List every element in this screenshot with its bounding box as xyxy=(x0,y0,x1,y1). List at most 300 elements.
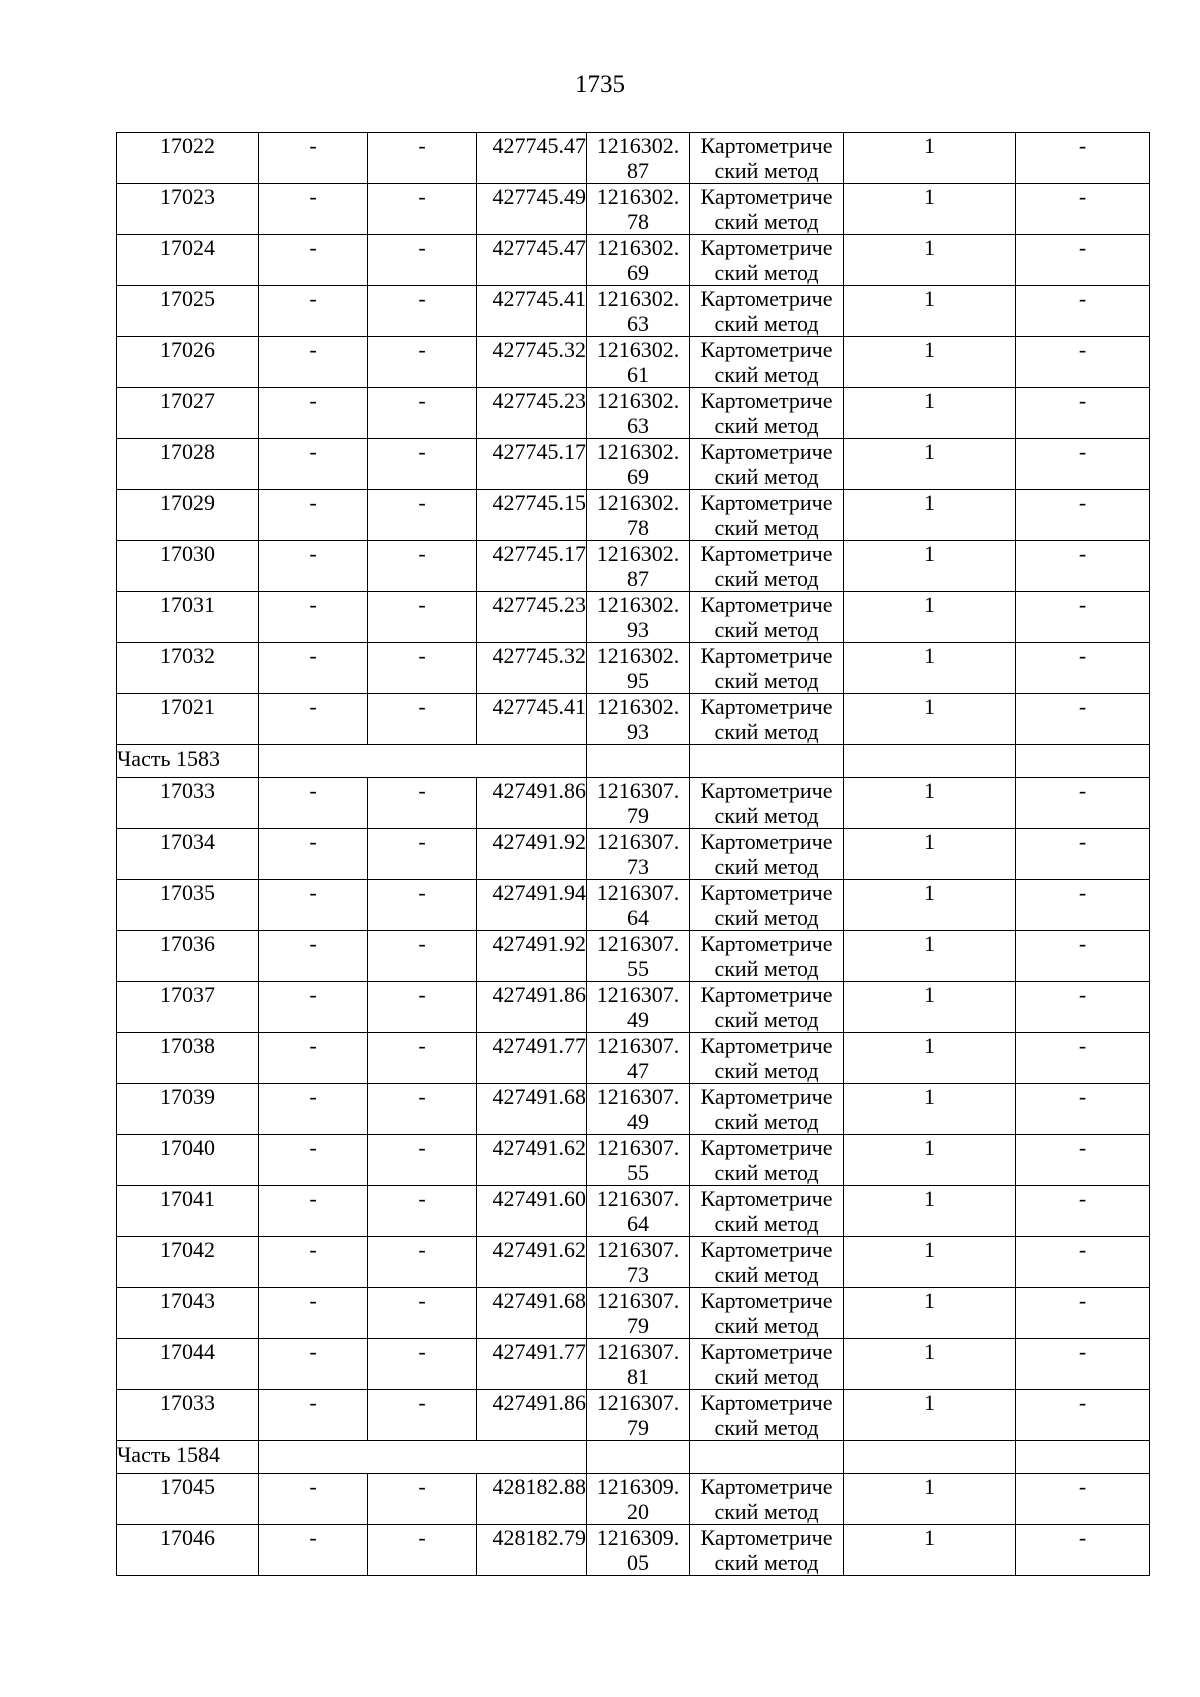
y-coordinate-int: 1216307. xyxy=(596,1135,680,1160)
description-cell: - xyxy=(1016,1237,1150,1288)
old-y-cell: - xyxy=(368,1339,477,1390)
point-number: 17034 xyxy=(117,829,259,880)
coordinates-table xyxy=(116,132,1150,1576)
method-cell xyxy=(690,133,844,184)
method-line-2: ский метод xyxy=(714,158,819,183)
x-coordinate: 427491.86 xyxy=(477,778,587,829)
old-x-cell: - xyxy=(259,541,368,592)
method-line-2: ский метод xyxy=(714,515,819,540)
y-coordinate-int: 1216309. xyxy=(596,1474,680,1499)
x-coordinate: 427745.15 xyxy=(477,490,587,541)
description-cell: - xyxy=(1016,592,1150,643)
empty-cell xyxy=(259,745,587,778)
x-coordinate: 427745.17 xyxy=(477,439,587,490)
old-x-cell: - xyxy=(259,490,368,541)
y-coordinate-int: 1216307. xyxy=(596,1390,680,1415)
precision-cell: 1 xyxy=(844,643,1016,694)
y-coordinate-int: 1216302. xyxy=(596,490,680,515)
method-line-1: Картометриче xyxy=(700,829,833,854)
method-line-2: ский метод xyxy=(714,617,819,642)
y-coordinate-frac: 78 xyxy=(627,209,649,234)
x-coordinate: 427491.77 xyxy=(477,1033,587,1084)
method-line-1: Картометриче xyxy=(700,184,833,209)
empty-cell xyxy=(844,745,1016,778)
table-row xyxy=(117,931,1150,982)
y-coordinate-frac: 63 xyxy=(627,311,649,336)
method-line-2: ский метод xyxy=(714,1109,819,1134)
y-coordinate-frac: 55 xyxy=(627,956,649,981)
precision-cell: 1 xyxy=(844,1474,1016,1525)
y-coordinate-int: 1216302. xyxy=(596,541,680,566)
description-cell: - xyxy=(1016,1339,1150,1390)
old-y-cell: - xyxy=(368,1033,477,1084)
precision-cell: 1 xyxy=(844,982,1016,1033)
y-coordinate-frac: 61 xyxy=(627,362,649,387)
description-cell: - xyxy=(1016,286,1150,337)
old-x-cell: - xyxy=(259,286,368,337)
part-label: Часть 1584 xyxy=(117,1441,259,1474)
precision-cell: 1 xyxy=(844,235,1016,286)
point-number: 17033 xyxy=(117,778,259,829)
description-cell: - xyxy=(1016,133,1150,184)
empty-cell xyxy=(259,1441,587,1474)
method-cell xyxy=(690,1237,844,1288)
part-header-row xyxy=(117,1441,1150,1474)
old-y-cell: - xyxy=(368,694,477,745)
page-number: 1735 xyxy=(575,71,625,98)
method-line-2: ский метод xyxy=(714,854,819,879)
method-cell xyxy=(690,931,844,982)
description-cell: - xyxy=(1016,1390,1150,1441)
y-coordinate-frac: 49 xyxy=(627,1007,649,1032)
table-row xyxy=(117,1288,1150,1339)
y-coordinate xyxy=(587,1135,690,1186)
description-cell: - xyxy=(1016,643,1150,694)
y-coordinate-int: 1216309. xyxy=(596,1525,680,1550)
method-line-1: Картометриче xyxy=(700,1186,833,1211)
y-coordinate-frac: 69 xyxy=(627,260,649,285)
method-line-1: Картометриче xyxy=(700,694,833,719)
old-y-cell: - xyxy=(368,337,477,388)
old-y-cell: - xyxy=(368,880,477,931)
point-number: 17027 xyxy=(117,388,259,439)
y-coordinate xyxy=(587,1288,690,1339)
x-coordinate: 427491.94 xyxy=(477,880,587,931)
method-line-1: Картометриче xyxy=(700,133,833,158)
empty-cell xyxy=(844,1441,1016,1474)
old-y-cell: - xyxy=(368,931,477,982)
method-line-1: Картометриче xyxy=(700,1474,833,1499)
y-coordinate-int: 1216302. xyxy=(596,235,680,260)
old-x-cell: - xyxy=(259,592,368,643)
point-number: 17029 xyxy=(117,490,259,541)
description-cell: - xyxy=(1016,778,1150,829)
method-line-1: Картометриче xyxy=(700,337,833,362)
x-coordinate: 427745.47 xyxy=(477,235,587,286)
y-coordinate xyxy=(587,133,690,184)
x-coordinate: 427745.41 xyxy=(477,694,587,745)
point-number: 17031 xyxy=(117,592,259,643)
old-x-cell: - xyxy=(259,388,368,439)
old-y-cell: - xyxy=(368,1135,477,1186)
method-line-2: ский метод xyxy=(714,1262,819,1287)
method-cell xyxy=(690,1390,844,1441)
y-coordinate-int: 1216307. xyxy=(596,778,680,803)
method-line-1: Картометриче xyxy=(700,982,833,1007)
point-number: 17042 xyxy=(117,1237,259,1288)
method-cell xyxy=(690,235,844,286)
old-y-cell: - xyxy=(368,235,477,286)
table-row xyxy=(117,286,1150,337)
old-y-cell: - xyxy=(368,643,477,694)
y-coordinate-frac: 78 xyxy=(627,515,649,540)
precision-cell: 1 xyxy=(844,490,1016,541)
point-number: 17043 xyxy=(117,1288,259,1339)
table-row xyxy=(117,592,1150,643)
method-line-1: Картометриче xyxy=(700,388,833,413)
old-x-cell: - xyxy=(259,829,368,880)
description-cell: - xyxy=(1016,388,1150,439)
method-line-2: ский метод xyxy=(714,1007,819,1032)
description-cell: - xyxy=(1016,1186,1150,1237)
description-cell: - xyxy=(1016,439,1150,490)
y-coordinate xyxy=(587,829,690,880)
old-y-cell: - xyxy=(368,1186,477,1237)
precision-cell: 1 xyxy=(844,1084,1016,1135)
y-coordinate xyxy=(587,1390,690,1441)
old-x-cell: - xyxy=(259,982,368,1033)
y-coordinate-frac: 95 xyxy=(627,668,649,693)
precision-cell: 1 xyxy=(844,880,1016,931)
table-row xyxy=(117,1186,1150,1237)
method-cell xyxy=(690,541,844,592)
precision-cell: 1 xyxy=(844,1288,1016,1339)
table-row xyxy=(117,982,1150,1033)
y-coordinate xyxy=(587,337,690,388)
table-row xyxy=(117,1033,1150,1084)
old-x-cell: - xyxy=(259,1525,368,1576)
y-coordinate-frac: 79 xyxy=(627,1313,649,1338)
x-coordinate: 427491.86 xyxy=(477,1390,587,1441)
point-number: 17040 xyxy=(117,1135,259,1186)
old-x-cell: - xyxy=(259,1339,368,1390)
y-coordinate xyxy=(587,184,690,235)
y-coordinate-int: 1216302. xyxy=(596,133,680,158)
method-line-1: Картометриче xyxy=(700,490,833,515)
method-line-2: ский метод xyxy=(714,1364,819,1389)
point-number: 17036 xyxy=(117,931,259,982)
old-x-cell: - xyxy=(259,931,368,982)
x-coordinate: 427491.62 xyxy=(477,1237,587,1288)
x-coordinate: 427745.49 xyxy=(477,184,587,235)
y-coordinate-int: 1216307. xyxy=(596,1084,680,1109)
point-number: 17030 xyxy=(117,541,259,592)
x-coordinate: 427745.41 xyxy=(477,286,587,337)
method-line-2: ский метод xyxy=(714,566,819,591)
method-line-1: Картометриче xyxy=(700,1135,833,1160)
y-coordinate-frac: 79 xyxy=(627,1415,649,1440)
y-coordinate-frac: 47 xyxy=(627,1058,649,1083)
precision-cell: 1 xyxy=(844,694,1016,745)
y-coordinate xyxy=(587,1525,690,1576)
method-line-2: ский метод xyxy=(714,1313,819,1338)
old-x-cell: - xyxy=(259,694,368,745)
x-coordinate: 427491.68 xyxy=(477,1084,587,1135)
y-coordinate xyxy=(587,1237,690,1288)
old-y-cell: - xyxy=(368,1084,477,1135)
method-cell xyxy=(690,694,844,745)
table-row xyxy=(117,133,1150,184)
old-x-cell: - xyxy=(259,1084,368,1135)
precision-cell: 1 xyxy=(844,1525,1016,1576)
precision-cell: 1 xyxy=(844,337,1016,388)
method-cell xyxy=(690,1135,844,1186)
description-cell: - xyxy=(1016,1033,1150,1084)
old-x-cell: - xyxy=(259,1288,368,1339)
old-y-cell: - xyxy=(368,1237,477,1288)
table-row xyxy=(117,694,1150,745)
empty-cell xyxy=(587,745,690,778)
part-header-row xyxy=(117,745,1150,778)
y-coordinate xyxy=(587,490,690,541)
y-coordinate-frac: 93 xyxy=(627,719,649,744)
x-coordinate: 427491.62 xyxy=(477,1135,587,1186)
y-coordinate xyxy=(587,388,690,439)
method-line-2: ский метод xyxy=(714,362,819,387)
precision-cell: 1 xyxy=(844,388,1016,439)
old-x-cell: - xyxy=(259,880,368,931)
precision-cell: 1 xyxy=(844,1135,1016,1186)
y-coordinate xyxy=(587,235,690,286)
old-y-cell: - xyxy=(368,490,477,541)
description-cell: - xyxy=(1016,694,1150,745)
precision-cell: 1 xyxy=(844,1186,1016,1237)
method-line-2: ский метод xyxy=(714,1415,819,1440)
x-coordinate: 427745.47 xyxy=(477,133,587,184)
method-line-1: Картометриче xyxy=(700,1288,833,1313)
y-coordinate xyxy=(587,1084,690,1135)
table-row xyxy=(117,880,1150,931)
x-coordinate: 427745.17 xyxy=(477,541,587,592)
y-coordinate-frac: 93 xyxy=(627,617,649,642)
description-cell: - xyxy=(1016,1525,1150,1576)
point-number: 17022 xyxy=(117,133,259,184)
y-coordinate-frac: 64 xyxy=(627,905,649,930)
empty-cell xyxy=(587,1441,690,1474)
old-y-cell: - xyxy=(368,592,477,643)
point-number: 17032 xyxy=(117,643,259,694)
y-coordinate xyxy=(587,982,690,1033)
empty-cell xyxy=(690,745,844,778)
y-coordinate xyxy=(587,1474,690,1525)
table-row xyxy=(117,184,1150,235)
y-coordinate xyxy=(587,1186,690,1237)
old-y-cell: - xyxy=(368,133,477,184)
method-line-1: Картометриче xyxy=(700,1339,833,1364)
method-line-1: Картометриче xyxy=(700,439,833,464)
precision-cell: 1 xyxy=(844,778,1016,829)
old-y-cell: - xyxy=(368,439,477,490)
point-number: 17024 xyxy=(117,235,259,286)
y-coordinate-int: 1216302. xyxy=(596,694,680,719)
method-line-1: Картометриче xyxy=(700,1390,833,1415)
description-cell: - xyxy=(1016,982,1150,1033)
part-label: Часть 1583 xyxy=(117,745,259,778)
y-coordinate-frac: 63 xyxy=(627,413,649,438)
description-cell: - xyxy=(1016,490,1150,541)
method-cell xyxy=(690,1288,844,1339)
old-y-cell: - xyxy=(368,184,477,235)
x-coordinate: 427745.32 xyxy=(477,643,587,694)
method-line-1: Картометриче xyxy=(700,643,833,668)
table-row xyxy=(117,643,1150,694)
description-cell: - xyxy=(1016,829,1150,880)
method-line-1: Картометриче xyxy=(700,235,833,260)
point-number: 17045 xyxy=(117,1474,259,1525)
x-coordinate: 427491.68 xyxy=(477,1288,587,1339)
method-line-1: Картометриче xyxy=(700,1237,833,1262)
precision-cell: 1 xyxy=(844,1339,1016,1390)
point-number: 17033 xyxy=(117,1390,259,1441)
table-row xyxy=(117,1339,1150,1390)
empty-cell xyxy=(1016,1441,1150,1474)
old-x-cell: - xyxy=(259,133,368,184)
table-row xyxy=(117,1135,1150,1186)
y-coordinate-frac: 81 xyxy=(627,1364,649,1389)
description-cell: - xyxy=(1016,1084,1150,1135)
x-coordinate: 427491.86 xyxy=(477,982,587,1033)
table-row xyxy=(117,388,1150,439)
x-coordinate: 428182.88 xyxy=(477,1474,587,1525)
method-cell xyxy=(690,1033,844,1084)
method-line-1: Картометриче xyxy=(700,286,833,311)
old-x-cell: - xyxy=(259,184,368,235)
old-y-cell: - xyxy=(368,1288,477,1339)
point-number: 17038 xyxy=(117,1033,259,1084)
method-line-2: ский метод xyxy=(714,311,819,336)
table-row xyxy=(117,829,1150,880)
description-cell: - xyxy=(1016,880,1150,931)
point-number: 17044 xyxy=(117,1339,259,1390)
table-row xyxy=(117,439,1150,490)
y-coordinate-int: 1216307. xyxy=(596,880,680,905)
table-row xyxy=(117,1525,1150,1576)
method-cell xyxy=(690,1474,844,1525)
method-line-2: ский метод xyxy=(714,1160,819,1185)
precision-cell: 1 xyxy=(844,829,1016,880)
old-x-cell: - xyxy=(259,778,368,829)
method-line-2: ский метод xyxy=(714,956,819,981)
coordinates-table-body xyxy=(117,133,1150,1576)
y-coordinate-int: 1216302. xyxy=(596,439,680,464)
old-y-cell: - xyxy=(368,1390,477,1441)
x-coordinate: 427745.23 xyxy=(477,388,587,439)
method-line-1: Картометриче xyxy=(700,880,833,905)
method-line-2: ский метод xyxy=(714,803,819,828)
precision-cell: 1 xyxy=(844,133,1016,184)
method-line-2: ский метод xyxy=(714,905,819,930)
y-coordinate xyxy=(587,880,690,931)
table-row xyxy=(117,337,1150,388)
x-coordinate: 427745.23 xyxy=(477,592,587,643)
point-number: 17039 xyxy=(117,1084,259,1135)
old-y-cell: - xyxy=(368,388,477,439)
method-line-1: Картометриче xyxy=(700,1525,833,1550)
old-y-cell: - xyxy=(368,982,477,1033)
y-coordinate-int: 1216302. xyxy=(596,592,680,617)
old-x-cell: - xyxy=(259,235,368,286)
precision-cell: 1 xyxy=(844,1237,1016,1288)
y-coordinate-frac: 87 xyxy=(627,566,649,591)
method-cell xyxy=(690,829,844,880)
x-coordinate: 428182.79 xyxy=(477,1525,587,1576)
y-coordinate xyxy=(587,439,690,490)
y-coordinate-int: 1216302. xyxy=(596,388,680,413)
method-line-1: Картометриче xyxy=(700,778,833,803)
method-line-1: Картометриче xyxy=(700,541,833,566)
old-x-cell: - xyxy=(259,439,368,490)
table-row xyxy=(117,1390,1150,1441)
old-x-cell: - xyxy=(259,337,368,388)
old-y-cell: - xyxy=(368,541,477,592)
method-cell xyxy=(690,1084,844,1135)
y-coordinate-int: 1216307. xyxy=(596,982,680,1007)
description-cell: - xyxy=(1016,184,1150,235)
old-x-cell: - xyxy=(259,643,368,694)
method-line-2: ский метод xyxy=(714,413,819,438)
method-cell xyxy=(690,592,844,643)
old-x-cell: - xyxy=(259,1474,368,1525)
old-y-cell: - xyxy=(368,1474,477,1525)
method-line-2: ский метод xyxy=(714,1550,819,1575)
description-cell: - xyxy=(1016,1474,1150,1525)
y-coordinate-int: 1216307. xyxy=(596,1033,680,1058)
x-coordinate: 427745.32 xyxy=(477,337,587,388)
y-coordinate-frac: 79 xyxy=(627,803,649,828)
method-cell xyxy=(690,337,844,388)
method-cell xyxy=(690,184,844,235)
point-number: 17023 xyxy=(117,184,259,235)
table-row xyxy=(117,1474,1150,1525)
y-coordinate-int: 1216302. xyxy=(596,184,680,209)
method-line-2: ский метод xyxy=(714,1211,819,1236)
y-coordinate-int: 1216307. xyxy=(596,1237,680,1262)
table-row xyxy=(117,778,1150,829)
y-coordinate xyxy=(587,1033,690,1084)
method-line-2: ский метод xyxy=(714,464,819,489)
y-coordinate-frac: 20 xyxy=(627,1499,649,1524)
method-cell xyxy=(690,286,844,337)
method-cell xyxy=(690,880,844,931)
y-coordinate-frac: 87 xyxy=(627,158,649,183)
method-line-2: ский метод xyxy=(714,668,819,693)
y-coordinate-int: 1216302. xyxy=(596,337,680,362)
y-coordinate xyxy=(587,541,690,592)
point-number: 17021 xyxy=(117,694,259,745)
table-row xyxy=(117,1237,1150,1288)
y-coordinate-int: 1216302. xyxy=(596,643,680,668)
description-cell: - xyxy=(1016,931,1150,982)
method-line-2: ский метод xyxy=(714,719,819,744)
x-coordinate: 427491.60 xyxy=(477,1186,587,1237)
point-number: 17026 xyxy=(117,337,259,388)
y-coordinate-frac: 55 xyxy=(627,1160,649,1185)
method-line-1: Картометриче xyxy=(700,592,833,617)
method-cell xyxy=(690,1339,844,1390)
old-y-cell: - xyxy=(368,286,477,337)
precision-cell: 1 xyxy=(844,1390,1016,1441)
y-coordinate xyxy=(587,1339,690,1390)
